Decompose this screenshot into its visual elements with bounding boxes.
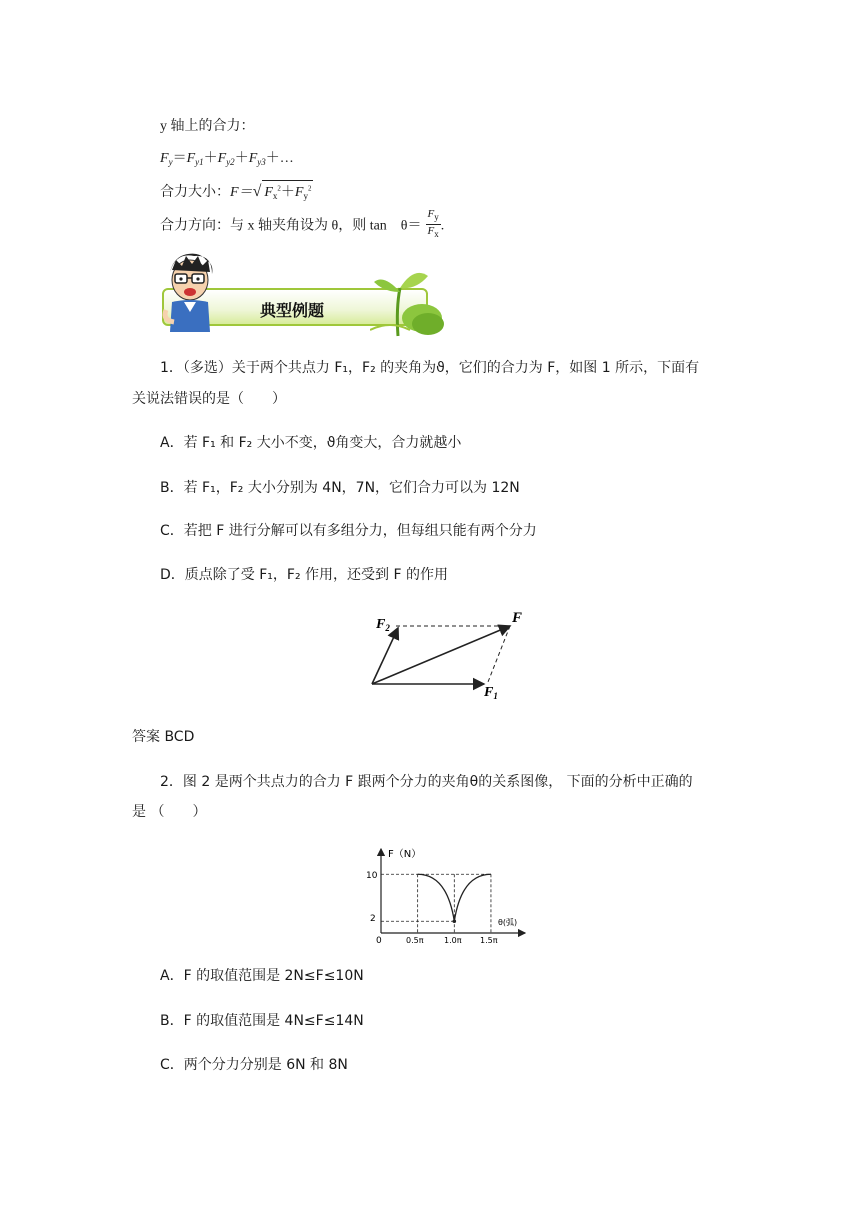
y-axis-label: F（N） (388, 849, 422, 860)
q2-option-a: A．F 的取值范围是 2N≤F≤10N (160, 968, 364, 984)
q2-stem-line2: 是 （ ） (132, 804, 207, 820)
q2-option-b: B．F 的取值范围是 4N≤F≤14N (160, 1013, 364, 1029)
y-tick-10: 10 (366, 871, 378, 881)
q1-answer: 答案 BCD (132, 729, 195, 745)
magnitude-formula: 合力大小：F＝√ $F_x^2+F_y^2$ (160, 180, 313, 201)
q1-option-b: B．若 F₁，F₂ 大小分别为 4N，7N，它们合力可以为 12N (160, 480, 520, 496)
section-title: 典型例题 (260, 301, 325, 320)
q1-option-a: A．若 F₁ 和 F₂ 大小不变，ϑ角变大，合力就越小 (160, 435, 462, 451)
q2-option-c: C．两个分力分别是 6N 和 8N (160, 1057, 348, 1073)
f2-label: $F_2$ (376, 617, 390, 633)
q1-stem-line2: 关说法错误的是（ ） (132, 391, 286, 407)
y-tick-2: 2 (370, 914, 376, 924)
sprout-icon (370, 268, 450, 338)
q1-option-c: C．若把 F 进行分解可以有多组分力，但每组只能有两个分力 (160, 523, 537, 539)
force-parallelogram-figure (360, 604, 540, 704)
q1-stem-line1: 1．（多选）关于两个共点力 F₁，F₂ 的夹角为ϑ，它们的合力为 F，如图 1 所示，下面有 (160, 360, 700, 376)
y-axis-label: y 轴上的合力： (160, 119, 255, 134)
origin-label: 0 (376, 936, 382, 946)
section-banner (160, 250, 450, 338)
q2-stem-line1: 2．图 2 是两个共点力的合力 F 跟两个分力的夹角θ的关系图像， 下面的分析中正确的 (160, 774, 693, 790)
f-label: F (512, 610, 523, 626)
x-tick-0.5pi: 0.5π (406, 936, 424, 945)
data-point-2 (453, 919, 457, 923)
q1-option-d: D．质点除了受 F₁，F₂ 作用，还受到 F 的作用 (160, 567, 448, 583)
cartoon-student-icon (160, 250, 220, 332)
fy-formula: $F_y=F_{y1}+F_{y2}+F_{y3}+\dots$ (160, 151, 294, 167)
f2-vector (372, 628, 398, 684)
x-tick-1.0pi: 1.0π (444, 936, 462, 945)
direction-formula: 合力方向：与 x 轴夹角设为 θ，则 tan θ＝ $\frac{F_y}{F_x}$ . (160, 208, 445, 239)
x-tick-1.5pi: 1.5π (480, 936, 498, 945)
f1-label: $F_1$ (484, 685, 498, 701)
resultant-vector (372, 626, 510, 684)
x-axis-label: θ(弧) (498, 918, 518, 927)
force-angle-chart (362, 843, 532, 947)
